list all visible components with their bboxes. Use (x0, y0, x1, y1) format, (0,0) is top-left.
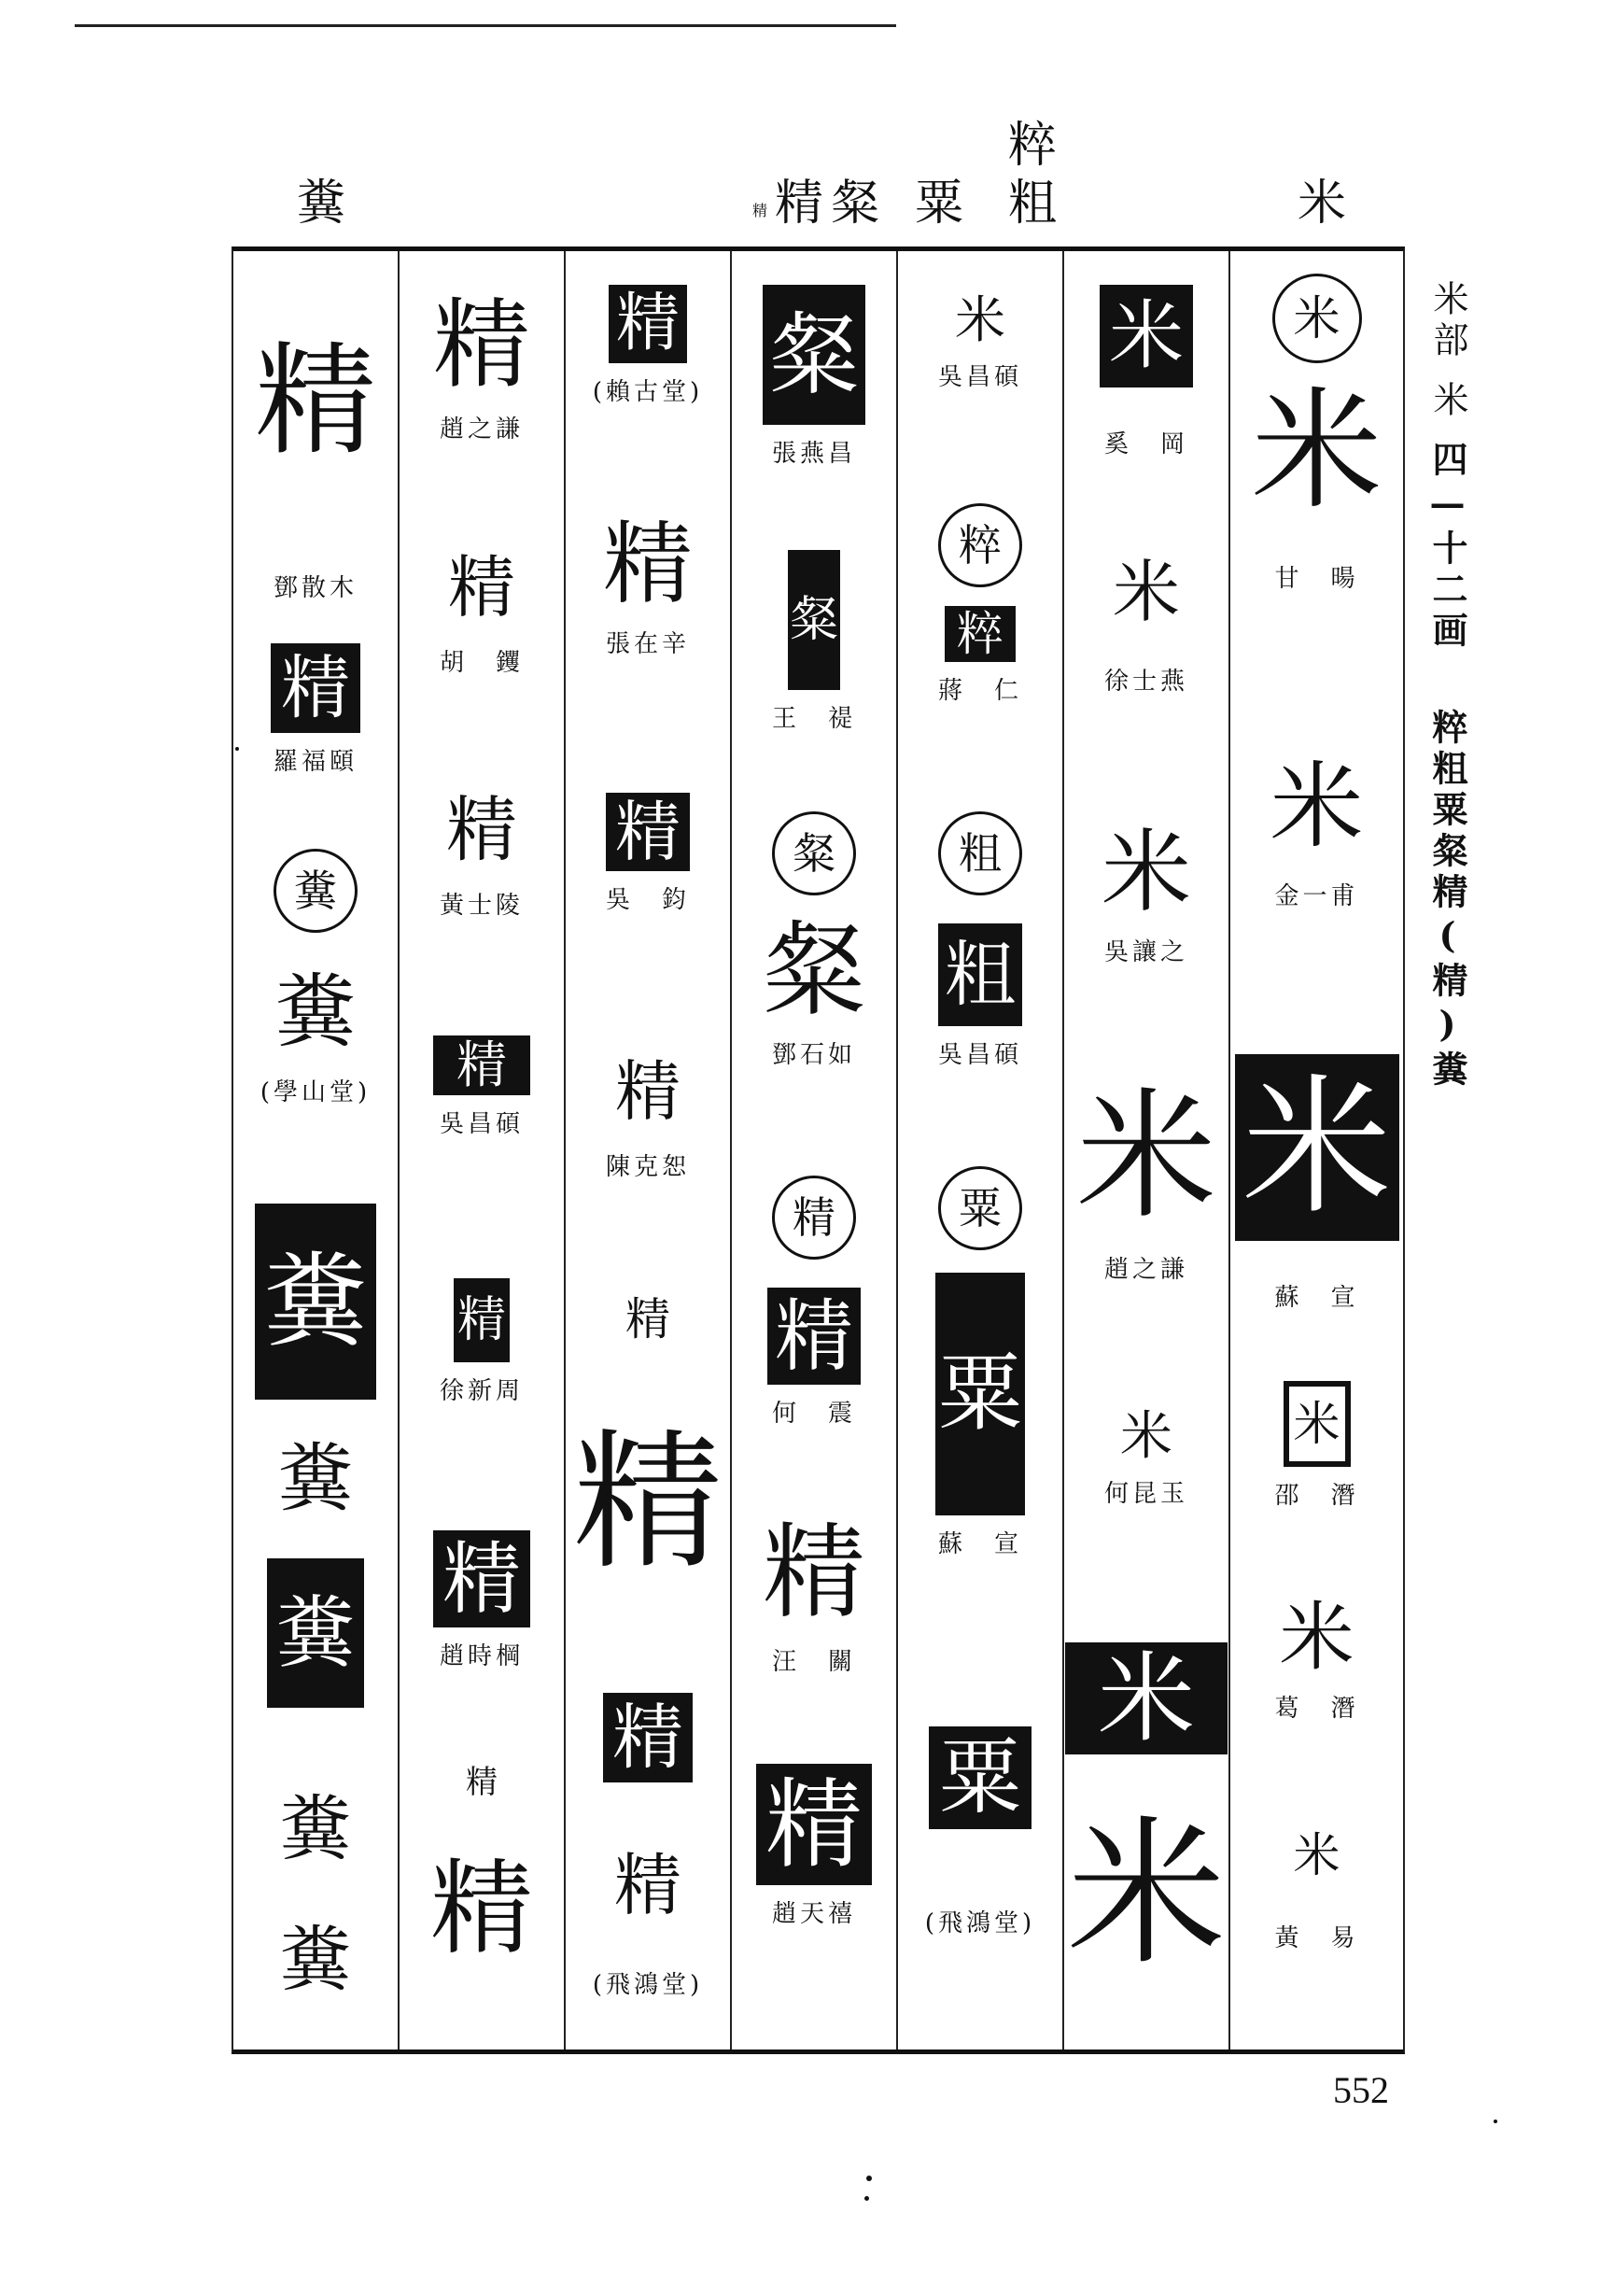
seal-caption: 張在辛 (605, 630, 690, 658)
seal-caption: 趙之謙 (439, 416, 524, 444)
sidebar-stroke-range: 四—十二画 (1425, 441, 1468, 653)
seal-item (233, 849, 398, 933)
header-can: 粲 (831, 176, 880, 232)
seal-item (400, 541, 564, 678)
column-7 (1230, 251, 1403, 2049)
seal-item (1064, 821, 1228, 967)
seal-item (233, 1913, 398, 2007)
seal-impression: 精 (603, 1693, 693, 1782)
seal-item (898, 1166, 1062, 1250)
seal-item (1064, 531, 1228, 697)
seal-item (1064, 1642, 1228, 1754)
sidebar-radical: 米 (1426, 381, 1468, 422)
seal-impression: 精 (756, 1764, 872, 1885)
seal-item (566, 793, 730, 915)
seal-caption: 吳 鈞 (605, 886, 690, 914)
seal-impression: 精 (444, 541, 519, 634)
seal-caption: 鄧散木 (273, 574, 358, 602)
seal-item (898, 923, 1062, 1070)
seal-caption: 徐新周 (439, 1377, 524, 1405)
column-5 (898, 251, 1064, 2049)
seal-impression: 米 (1235, 1054, 1399, 1241)
seal-item (1064, 1073, 1228, 1285)
seal-item (732, 1288, 896, 1429)
seal-impression: 米 (933, 292, 1027, 348)
seal-item (732, 1176, 896, 1260)
seal-caption: 何 震 (771, 1400, 856, 1428)
sidebar-section-name: 米部 (1426, 280, 1468, 362)
seal-caption: 葛 潛 (1274, 1695, 1359, 1723)
section-sidebar (1419, 280, 1475, 1092)
seal-item (1230, 274, 1403, 363)
seal-item (400, 1530, 564, 1671)
seal-impression: 精 (609, 285, 687, 363)
seal-impression: 精 (454, 1278, 510, 1362)
seal-item (400, 1764, 564, 1801)
seal-heading-circle: 粹 (938, 503, 1022, 587)
header-fen: 糞 (297, 176, 346, 232)
seal-impression: 糞 (267, 1558, 364, 1708)
seal-heading-circle: 粟 (938, 1166, 1022, 1250)
seal-item (732, 285, 896, 469)
seal-item (400, 1035, 564, 1139)
seal-item (400, 1278, 564, 1406)
seal-item (233, 961, 398, 1107)
seal-item (566, 285, 730, 407)
header-sui: 粹 (1008, 118, 1058, 174)
seal-item (898, 811, 1062, 895)
seal-heading-circle: 粗 (938, 811, 1022, 895)
seal-item (1064, 1406, 1228, 1509)
seal-item (566, 513, 730, 659)
seal-item (1230, 1596, 1403, 1724)
column-4 (732, 251, 898, 2049)
seal-impression: 精 (613, 1291, 682, 1347)
seal-impression: 米 (1100, 1409, 1193, 1465)
scan-speck (864, 2196, 869, 2201)
seal-caption: 趙時棡 (439, 1642, 524, 1670)
column-3 (566, 251, 732, 2049)
header-cu: 粗 (1008, 176, 1058, 232)
seal-impression: 糞 (255, 1204, 376, 1400)
seal-item (400, 289, 564, 444)
header-radical: 米 (1298, 176, 1347, 232)
seal-impression: 精 (433, 1530, 530, 1627)
page-number: 552 (1333, 2069, 1389, 2111)
seal-caption: 奚 岡 (1103, 430, 1188, 458)
seal-caption: (飛鴻堂) (924, 1909, 1036, 1937)
seal-impression: 精 (271, 643, 360, 733)
seal-item (1230, 752, 1403, 911)
seal-impression: 精 (426, 289, 538, 401)
seal-item (233, 289, 398, 513)
seal-impression: 粲 (735, 914, 893, 1026)
seal-impression: 米 (1109, 531, 1184, 653)
seal-impression: 精 (611, 1045, 685, 1138)
seal-impression: 米 (1261, 755, 1373, 858)
seal-item (233, 1204, 398, 1400)
seal-caption: 黃 易 (1274, 1924, 1359, 1952)
seal-item (732, 910, 896, 1070)
seal-item (566, 1409, 730, 1596)
seal-impression: 糞 (269, 1782, 362, 1876)
seal-impression: 精 (596, 513, 699, 615)
seal-impression: 米 (1280, 1829, 1354, 1881)
seal-caption: (賴古堂) (592, 378, 704, 406)
seal-item (566, 1838, 730, 2000)
seal-item (1230, 375, 1403, 594)
seal-impression: 粟 (929, 1726, 1032, 1829)
seal-caption: 張燕昌 (771, 440, 856, 468)
seal-item (400, 783, 564, 921)
column-1 (233, 251, 400, 2049)
seal-impression: 糞 (269, 1913, 362, 2007)
seal-impression: 精 (606, 793, 690, 871)
seal-item (732, 1764, 896, 1929)
seal-item (898, 1273, 1062, 1559)
seal-impression: 米 (1238, 382, 1396, 522)
seal-impression: 粗 (938, 923, 1022, 1026)
seal-caption: 趙之謙 (1103, 1256, 1188, 1284)
seal-item (566, 1693, 730, 1782)
seal-item (566, 1045, 730, 1182)
seal-heading-circle: 精 (772, 1176, 856, 1260)
top-rule (75, 24, 896, 27)
seal-impression: 粲 (788, 550, 840, 690)
seal-impression: 精 (440, 783, 524, 877)
seal-impression: 米 (1284, 1381, 1351, 1467)
seal-caption: 甘 暘 (1274, 565, 1359, 593)
header-jing-small: 精 (752, 202, 768, 219)
seal-caption: 王 禔 (771, 705, 856, 733)
scan-speck (235, 747, 239, 751)
seal-item (732, 1512, 896, 1677)
seal-caption: 蔣 仁 (937, 677, 1022, 705)
seal-caption: 胡 钁 (439, 649, 524, 677)
seal-item (233, 1782, 398, 1876)
seal-item (1064, 285, 1228, 459)
seal-impression: 米 (1100, 285, 1193, 387)
sidebar-char-list: 粹粗粟粲精(精)糞 (1425, 709, 1468, 1092)
seal-item (1230, 1054, 1403, 1313)
seal-item (898, 503, 1062, 587)
seal-impression: 粲 (763, 285, 865, 425)
seal-impression: 精 (568, 1409, 727, 1596)
column-6 (1064, 251, 1230, 2049)
seal-item (898, 606, 1062, 706)
seal-caption: 羅福頤 (273, 748, 358, 776)
seal-impression: 精 (767, 1288, 861, 1385)
seal-caption: 邵 潛 (1274, 1482, 1359, 1510)
seal-item (1230, 1381, 1403, 1511)
seal-impression: 糞 (269, 1428, 362, 1530)
seal-caption: 吳昌碩 (937, 1041, 1022, 1069)
scan-speck (866, 2176, 872, 2181)
seal-impression: 精 (430, 1838, 533, 1979)
seal-heading-circle: 粲 (772, 811, 856, 895)
seal-impression: 米 (1095, 821, 1198, 923)
seal-item (898, 292, 1062, 392)
seal-caption: 黃士陵 (439, 892, 524, 920)
seal-item (1230, 1829, 1403, 1953)
seal-item (566, 1291, 730, 1347)
seal-impression: 精 (454, 1764, 510, 1801)
seal-impression: 粹 (945, 606, 1016, 662)
seal-caption: 徐士燕 (1103, 668, 1188, 696)
seal-item (233, 1428, 398, 1530)
seal-caption: 吳昌碩 (937, 363, 1022, 391)
seal-caption: 蘇 宣 (937, 1530, 1022, 1558)
seal-table (232, 247, 1405, 2054)
seal-caption: (飛鴻堂) (592, 1971, 704, 1999)
seal-impression: 精 (611, 1838, 685, 1932)
seal-impression: 精 (260, 289, 372, 513)
seal-caption: 陳克恕 (605, 1153, 690, 1181)
seal-impression: 米 (1270, 1596, 1364, 1680)
seal-heading-circle: 米 (1272, 274, 1362, 363)
seal-caption: 何昆玉 (1103, 1480, 1188, 1508)
seal-impression: 精 (433, 1035, 530, 1095)
seal-caption: 趙天禧 (771, 1900, 856, 1928)
seal-item (233, 643, 398, 777)
seal-impression: 米 (1081, 1073, 1212, 1241)
seal-heading-circle: 糞 (274, 849, 358, 933)
seal-caption: 吳昌碩 (439, 1110, 524, 1138)
seal-caption: 金一甫 (1274, 882, 1359, 910)
header-jing: 精 (775, 176, 824, 232)
seal-item (233, 559, 398, 603)
seal-caption: 吳讓之 (1103, 938, 1188, 966)
seal-item (732, 811, 896, 895)
column-2 (400, 251, 566, 2049)
seal-item (898, 1726, 1062, 1938)
seal-impression: 米 (1065, 1642, 1228, 1754)
seal-item (233, 1558, 398, 1708)
seal-caption: (學山堂) (260, 1078, 372, 1106)
scan-speck (1494, 2120, 1497, 2123)
seal-impression: 糞 (264, 961, 367, 1063)
seal-caption: 汪 關 (771, 1648, 856, 1676)
seal-item (400, 1838, 564, 1979)
seal-impression: 粟 (935, 1273, 1025, 1515)
seal-impression: 米 (1090, 1792, 1202, 1997)
header-su: 粟 (915, 176, 964, 232)
seal-impression: 精 (753, 1512, 875, 1633)
seal-caption: 鄧石如 (771, 1041, 856, 1069)
seal-item (732, 550, 896, 734)
seal-item (1064, 1792, 1228, 1997)
seal-caption: 蘇 宣 (1274, 1284, 1359, 1312)
